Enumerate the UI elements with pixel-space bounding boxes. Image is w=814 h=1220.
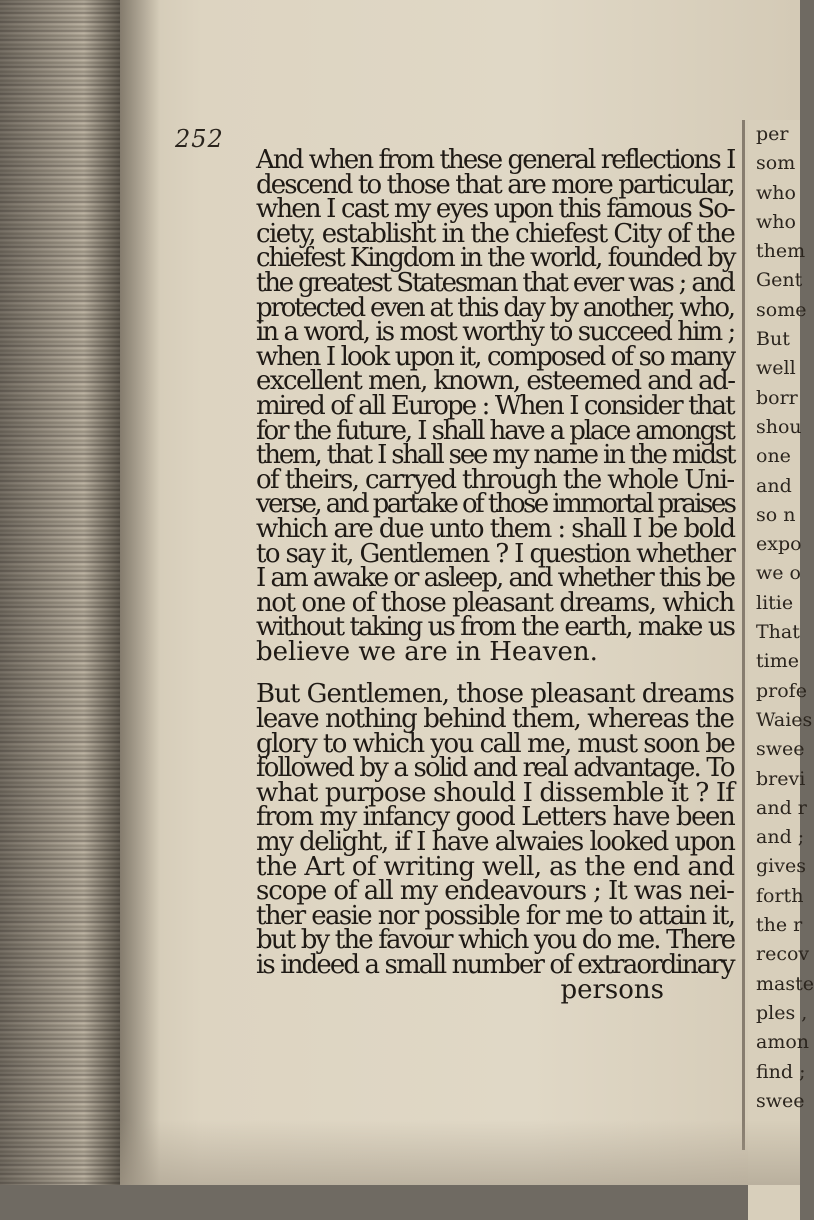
- paragraph-2: [256, 679, 735, 980]
- text-line: when I cast my eyes upon this famous So-: [256, 194, 734, 225]
- facing-line-fragment: we o: [756, 562, 801, 585]
- facing-line-fragment: But: [756, 328, 790, 351]
- bottom-shadow: [120, 1120, 800, 1185]
- facing-line-fragment: who: [756, 210, 796, 233]
- text-line: which are due unto them : shall I be bold: [256, 513, 735, 544]
- text-line: ther easie nor possible for me to attain it,: [256, 900, 735, 931]
- facing-line-fragment: shou: [756, 415, 802, 438]
- facing-line-fragment: who: [756, 181, 796, 204]
- text-line: glory to which you call me, must soon be: [256, 728, 735, 759]
- facing-line-fragment: swee: [756, 1089, 805, 1112]
- facing-line-fragment: profe: [756, 679, 807, 702]
- facing-line-fragment: them: [756, 240, 806, 263]
- text-line: not one of those pleasant dreams, which: [256, 587, 734, 618]
- facing-line-fragment: per: [756, 123, 789, 145]
- facing-line-fragment: Gent: [756, 269, 803, 292]
- page-gutter-shadow: [120, 0, 160, 1185]
- facing-line-fragment: swee: [756, 738, 805, 761]
- facing-line-fragment: and ;: [756, 826, 805, 849]
- text-line: what purpose should I dissemble it ? If: [256, 777, 734, 808]
- facing-line-fragment: maste: [756, 972, 814, 995]
- text-line: protected even at this day by another, who,: [256, 292, 734, 323]
- text-line: of theirs, carryed through the whole Uni-: [256, 464, 734, 495]
- text-line: But Gentlemen, those pleasant dreams: [256, 679, 734, 710]
- facing-line-fragment: well: [756, 357, 796, 380]
- text-line: but by the favour which you do me. There: [256, 925, 735, 956]
- text-line: mired of all Europe : When I consider that: [256, 390, 734, 421]
- facing-line-fragment: time: [756, 650, 799, 673]
- text-line: the greatest Statesman that ever was ; and: [256, 267, 734, 298]
- facing-line-fragment: ples ,: [756, 1001, 808, 1024]
- facing-line-fragment: so n: [756, 503, 796, 526]
- catchword: persons: [560, 974, 664, 1005]
- text-line: believe we are in Heaven.: [256, 636, 598, 667]
- text-line: I am awake or asleep, and whether this be: [256, 563, 735, 594]
- facing-line-fragment: gives: [756, 855, 806, 878]
- facing-line-fragment: and: [756, 474, 792, 497]
- facing-line-fragment: That: [756, 621, 800, 644]
- facing-line-fragment: forth: [756, 884, 804, 907]
- facing-line-fragment: the r: [756, 914, 803, 937]
- facing-page-edge: [748, 120, 814, 1220]
- text-line: And when from these general reflections I: [256, 145, 735, 175]
- text-line: without taking us from the earth, make us: [256, 612, 735, 643]
- text-line: ciety, establisht in the chiefest City of the: [256, 218, 735, 249]
- facing-line-fragment: find ;: [756, 1060, 806, 1083]
- text-line: chiefest Kingdom in the world, founded by: [256, 243, 735, 274]
- facing-line-fragment: Waies: [756, 708, 813, 731]
- facing-line-fragment: one: [756, 445, 791, 468]
- facing-line-fragment: expo: [756, 533, 802, 556]
- facing-line-fragment: borr: [756, 386, 798, 409]
- text-line: from my infancy good Letters have been: [256, 802, 735, 833]
- text-line: verse, and partake of those immortal praises: [256, 489, 735, 520]
- facing-line-fragment: amon: [756, 1031, 810, 1054]
- text-line: scope of all my endeavours ; It was nei-: [256, 876, 734, 907]
- text-line: my delight, if I have alwaies looked upon: [256, 827, 735, 858]
- facing-line-fragment: som: [756, 152, 796, 175]
- text-line: when I look upon it, composed of so many: [256, 341, 735, 372]
- page-body: [256, 145, 735, 1005]
- text-line: followed by a solid and real advantage. To: [256, 753, 734, 784]
- text-line: them, that I shall see my name in the midst: [256, 440, 735, 471]
- page-stack-edge: [0, 0, 120, 1185]
- text-line: in a word, is most worthy to succeed him ;: [256, 317, 735, 348]
- text-line: is indeed a small number of extraordinary: [256, 950, 734, 980]
- text-line: excellent men, known, esteemed and ad-: [256, 366, 735, 397]
- text-line: to say it, Gentlemen ? I question whether: [256, 538, 735, 569]
- text-line: descend to those that are more particular,: [256, 169, 734, 200]
- facing-line-fragment: litie: [756, 591, 794, 614]
- text-line: for the future, I shall have a place amongst: [256, 415, 734, 446]
- facing-line-fragment: and r: [756, 796, 807, 819]
- paragraph-1: [256, 145, 735, 667]
- text-line: leave nothing behind them, whereas the: [256, 704, 734, 735]
- page-number: 252: [175, 125, 224, 153]
- facing-line-fragment: some: [756, 298, 807, 321]
- facing-line-fragment: brevi: [756, 767, 806, 790]
- page-divider: [742, 120, 745, 1150]
- facing-line-fragment: recov: [756, 943, 810, 966]
- text-line: the Art of writing well, as the end and: [256, 851, 735, 882]
